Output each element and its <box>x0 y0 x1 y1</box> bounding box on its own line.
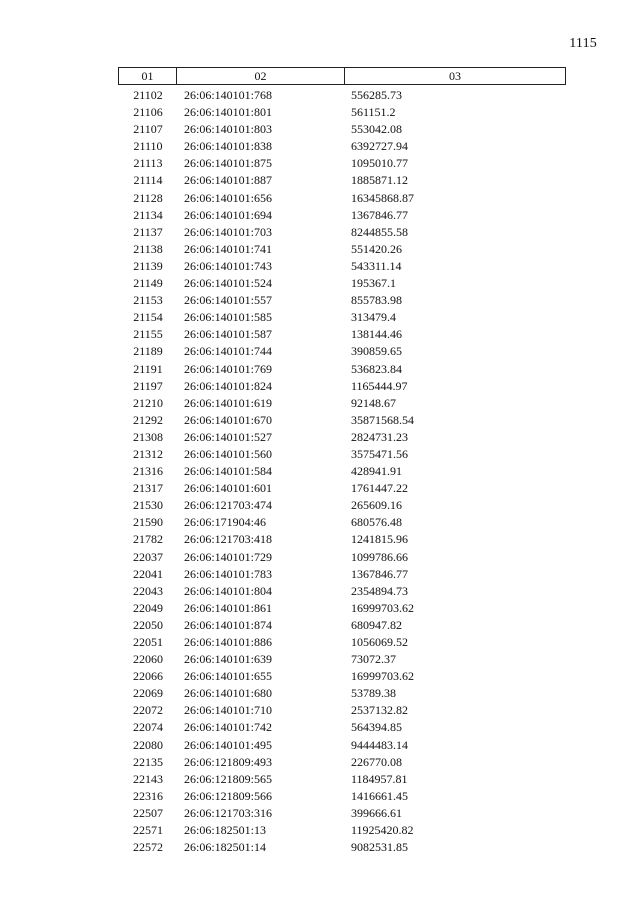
value-cell: 1165444.97 <box>351 378 408 393</box>
table-body <box>118 87 566 856</box>
column-header-02: 02 <box>177 68 345 84</box>
row-id-cell: 22316 <box>133 788 163 803</box>
row-id-cell: 22072 <box>133 703 163 718</box>
value-cell: 16999703.62 <box>351 600 414 615</box>
cadastral-number-cell: 26:06:140101:783 <box>184 566 273 581</box>
value-cell: 536823.84 <box>351 361 402 376</box>
row-id-cell: 22050 <box>133 617 163 632</box>
cadastral-number-cell: 26:06:121809:565 <box>184 771 273 786</box>
row-id-cell: 21530 <box>133 498 163 513</box>
table-row <box>118 566 566 583</box>
row-id-cell: 21189 <box>133 344 163 359</box>
row-id-cell: 22074 <box>133 720 163 735</box>
row-id-cell: 22043 <box>133 583 163 598</box>
cadastral-number-cell: 26:06:140101:694 <box>184 207 273 222</box>
cadastral-number-cell: 26:06:140101:601 <box>184 481 273 496</box>
table-header-row <box>118 67 566 85</box>
cadastral-number-cell: 26:06:140101:670 <box>184 412 273 427</box>
value-cell: 2354894.73 <box>351 583 408 598</box>
cadastral-number-cell: 26:06:182501:14 <box>184 840 267 855</box>
row-id-cell: 22572 <box>133 840 163 855</box>
value-cell: 1095010.77 <box>351 156 408 171</box>
row-id-cell: 22135 <box>133 754 163 769</box>
column-header-03: 03 <box>449 69 461 83</box>
table-row <box>118 87 566 104</box>
table-row <box>118 549 566 566</box>
value-cell: 313479.4 <box>351 310 396 325</box>
value-cell: 1184957.81 <box>351 771 408 786</box>
page-number: 1115 <box>569 36 597 51</box>
table-row <box>118 737 566 754</box>
value-cell: 1885871.12 <box>351 173 408 188</box>
value-cell: 1416661.45 <box>351 788 408 803</box>
value-cell: 543311.14 <box>351 258 402 273</box>
row-id-cell: 21316 <box>133 464 163 479</box>
table-row <box>118 805 566 822</box>
row-id-cell: 21782 <box>133 532 163 547</box>
table-row <box>118 104 566 121</box>
cadastral-number-cell: 26:06:140101:875 <box>184 156 273 171</box>
value-cell: 553042.08 <box>351 122 402 137</box>
row-id-cell: 21317 <box>133 481 163 496</box>
value-cell: 9082531.85 <box>351 840 408 855</box>
row-id-cell: 22049 <box>133 600 163 615</box>
table-row <box>118 514 566 531</box>
table-row <box>118 224 566 241</box>
table-row <box>118 395 566 412</box>
cadastral-number-cell: 26:06:140101:656 <box>184 190 273 205</box>
cadastral-number-cell: 26:06:140101:887 <box>184 173 273 188</box>
cadastral-number-cell: 26:06:140101:495 <box>184 737 273 752</box>
table-row <box>118 258 566 275</box>
row-id-cell: 21197 <box>133 378 163 393</box>
table-row <box>118 412 566 429</box>
cadastral-number-cell: 26:06:121809:566 <box>184 788 273 803</box>
cadastral-number-cell: 26:06:171904:46 <box>184 515 267 530</box>
row-id-cell: 21312 <box>133 446 163 461</box>
row-id-cell: 21154 <box>133 310 163 325</box>
table-row <box>118 771 566 788</box>
table-row <box>118 361 566 378</box>
value-cell: 680576.48 <box>351 515 402 530</box>
value-cell: 1367846.77 <box>351 207 408 222</box>
value-cell: 551420.26 <box>351 241 402 256</box>
cadastral-number-cell: 26:06:140101:560 <box>184 446 273 461</box>
table-row <box>118 446 566 463</box>
table-row <box>118 326 566 343</box>
row-id-cell: 22143 <box>133 771 163 786</box>
table-row <box>118 668 566 685</box>
cadastral-number-cell: 26:06:140101:742 <box>184 720 273 735</box>
value-cell: 92148.67 <box>351 395 396 410</box>
value-cell: 2824731.23 <box>351 429 408 444</box>
value-cell: 53789.38 <box>351 686 396 701</box>
value-cell: 16999703.62 <box>351 669 414 684</box>
row-id-cell: 21292 <box>133 412 163 427</box>
table-row <box>118 343 566 360</box>
cadastral-number-cell: 26:06:140101:801 <box>184 105 273 120</box>
table-row <box>118 190 566 207</box>
table-row <box>118 719 566 736</box>
row-id-cell: 21106 <box>133 105 163 120</box>
table-row <box>118 685 566 702</box>
row-id-cell: 21102 <box>133 88 163 102</box>
table-row <box>118 292 566 309</box>
table-row <box>118 788 566 805</box>
table-row <box>118 839 566 856</box>
table-row <box>118 378 566 395</box>
value-cell: 1367846.77 <box>351 566 408 581</box>
column-header-01: 01 <box>119 68 177 84</box>
table-row <box>118 702 566 719</box>
value-cell: 399666.61 <box>351 805 402 820</box>
table-row <box>118 497 566 514</box>
row-id-cell: 22037 <box>133 549 163 564</box>
row-id-cell: 22051 <box>133 635 163 649</box>
row-id-cell: 22507 <box>133 805 163 820</box>
value-cell: 265609.16 <box>351 498 402 513</box>
value-cell: 138144.46 <box>351 327 402 342</box>
cadastral-number-cell: 26:06:140101:557 <box>184 293 273 308</box>
cadastral-number-cell: 26:06:140101:703 <box>184 224 273 239</box>
row-id-cell: 22041 <box>133 566 163 581</box>
table-row <box>118 155 566 172</box>
cadastral-number-cell: 26:06:140101:524 <box>184 276 273 291</box>
row-id-cell: 22060 <box>133 652 163 667</box>
row-id-cell: 21153 <box>133 293 163 308</box>
table-row <box>118 617 566 634</box>
cadastral-number-cell: 26:06:140101:710 <box>184 703 273 718</box>
value-cell: 564394.85 <box>351 720 402 735</box>
row-id-cell: 21114 <box>133 173 163 188</box>
value-cell: 1056069.52 <box>351 635 408 649</box>
value-cell: 11925420.82 <box>351 823 414 838</box>
row-id-cell: 22069 <box>133 686 163 701</box>
value-cell: 855783.98 <box>351 293 402 308</box>
value-cell: 1099786.66 <box>351 549 408 564</box>
table-row <box>118 309 566 326</box>
row-id-cell: 21155 <box>133 327 163 342</box>
cadastral-number-cell: 26:06:140101:861 <box>184 600 273 615</box>
row-id-cell: 21134 <box>133 207 163 222</box>
table-row <box>118 531 566 548</box>
table-row <box>118 600 566 617</box>
value-cell: 195367.1 <box>351 276 396 291</box>
cadastral-number-cell: 26:06:140101:639 <box>184 652 273 667</box>
table-row <box>118 207 566 224</box>
value-cell: 9444483.14 <box>351 737 408 752</box>
value-cell: 73072.37 <box>351 652 396 667</box>
cadastral-number-cell: 26:06:140101:743 <box>184 258 273 273</box>
cadastral-number-cell: 26:06:140101:527 <box>184 429 273 444</box>
row-id-cell: 21107 <box>133 122 163 137</box>
row-id-cell: 21308 <box>133 429 163 444</box>
table-row <box>118 651 566 668</box>
row-id-cell: 21139 <box>133 258 163 273</box>
row-id-cell: 22571 <box>133 823 163 838</box>
cadastral-number-cell: 26:06:140101:804 <box>184 583 273 598</box>
cadastral-number-cell: 26:06:140101:803 <box>184 122 273 137</box>
table-row <box>118 463 566 480</box>
value-cell: 6392727.94 <box>351 139 408 154</box>
cadastral-number-cell: 26:06:140101:838 <box>184 139 273 154</box>
table-row <box>118 583 566 600</box>
table-row <box>118 138 566 155</box>
cadastral-number-cell: 26:06:140101:619 <box>184 395 273 410</box>
row-id-cell: 21138 <box>133 241 163 256</box>
value-cell: 226770.08 <box>351 754 402 769</box>
cadastral-number-cell: 26:06:140101:744 <box>184 344 273 359</box>
row-id-cell: 21110 <box>133 139 163 154</box>
table-row <box>118 634 566 651</box>
cadastral-number-cell: 26:06:140101:585 <box>184 310 273 325</box>
cadastral-number-cell: 26:06:140101:584 <box>184 464 273 479</box>
row-id-cell: 21128 <box>133 190 163 205</box>
row-id-cell: 21149 <box>133 276 163 291</box>
value-cell: 556285.73 <box>351 88 402 102</box>
cadastral-number-cell: 26:06:140101:824 <box>184 378 273 393</box>
cadastral-number-cell: 26:06:140101:769 <box>184 361 273 376</box>
table-row <box>118 754 566 771</box>
value-cell: 3575471.56 <box>351 446 408 461</box>
value-cell: 1761447.22 <box>351 481 408 496</box>
cadastral-number-cell: 26:06:121809:493 <box>184 754 273 769</box>
row-id-cell: 21590 <box>133 515 163 530</box>
table-row <box>118 121 566 138</box>
data-table <box>118 67 566 856</box>
value-cell: 390859.65 <box>351 344 402 359</box>
cadastral-number-cell: 26:06:121703:474 <box>184 498 273 513</box>
row-id-cell: 22066 <box>133 669 163 684</box>
value-cell: 428941.91 <box>351 464 402 479</box>
cadastral-number-cell: 26:06:140101:587 <box>184 327 273 342</box>
row-id-cell: 21137 <box>133 224 163 239</box>
value-cell: 561151.2 <box>351 105 396 120</box>
table-row <box>118 275 566 292</box>
cadastral-number-cell: 26:06:140101:741 <box>184 241 273 256</box>
row-id-cell: 21210 <box>133 395 163 410</box>
table-row <box>118 241 566 258</box>
cadastral-number-cell: 26:06:121703:418 <box>184 532 273 547</box>
cadastral-number-cell: 26:06:140101:680 <box>184 686 273 701</box>
cadastral-number-cell: 26:06:140101:655 <box>184 669 273 684</box>
table-row <box>118 822 566 839</box>
cadastral-number-cell: 26:06:140101:886 <box>184 635 273 649</box>
value-cell: 680947.82 <box>351 617 402 632</box>
value-cell: 16345868.87 <box>351 190 414 205</box>
row-id-cell: 21191 <box>133 361 163 376</box>
table-row <box>118 429 566 446</box>
table-row <box>118 172 566 189</box>
value-cell: 1241815.96 <box>351 532 408 547</box>
row-id-cell: 21113 <box>133 156 163 171</box>
cadastral-number-cell: 26:06:140101:768 <box>184 88 273 102</box>
cadastral-number-cell: 26:06:182501:13 <box>184 823 267 838</box>
row-id-cell: 22080 <box>133 737 163 752</box>
value-cell: 2537132.82 <box>351 703 408 718</box>
cadastral-number-cell: 26:06:121703:316 <box>184 805 273 820</box>
value-cell: 8244855.58 <box>351 224 408 239</box>
cadastral-number-cell: 26:06:140101:729 <box>184 549 273 564</box>
table-row <box>118 480 566 497</box>
value-cell: 35871568.54 <box>351 412 414 427</box>
cadastral-number-cell: 26:06:140101:874 <box>184 617 273 632</box>
